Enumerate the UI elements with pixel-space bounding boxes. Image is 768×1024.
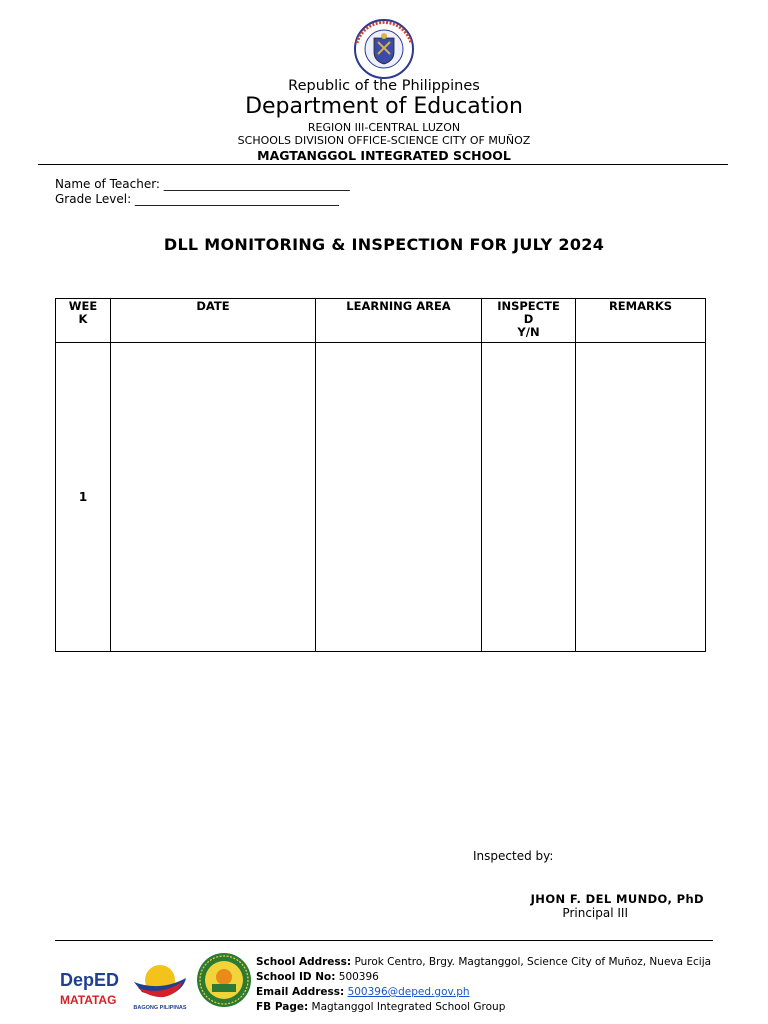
date-cell[interactable] [111, 343, 316, 652]
table-header-row [56, 299, 706, 343]
school-id-value: 500396 [338, 971, 379, 983]
matatag-logo-text: MATATAG [60, 993, 117, 1007]
school-address-line [256, 955, 711, 970]
date-header-label: DATE [196, 299, 230, 313]
fb-page-label: FB Page: [256, 1001, 309, 1013]
inspected-header-label: INSPECTE D Y/N [497, 299, 560, 339]
column-header-date [111, 299, 316, 343]
header-divider [38, 164, 728, 165]
school-heading: MAGTANGGOL INTEGRATED SCHOOL [257, 148, 511, 163]
week-cell: 1 [56, 343, 111, 652]
monitoring-table [55, 298, 706, 652]
school-id-line [256, 970, 711, 985]
deped-matatag-logo [58, 962, 124, 1010]
remarks-cell[interactable] [576, 343, 706, 652]
signer-name: JHON F. DEL MUNDO, PhD [530, 892, 704, 906]
region-heading: REGION III-CENTRAL LUZON [307, 121, 461, 134]
republic-heading: Republic of the Philippines [288, 78, 480, 94]
column-header-learning-area [316, 299, 482, 343]
week-header-label: WEE K [68, 299, 98, 326]
learning-area-cell[interactable] [316, 343, 482, 652]
school-id-label: School ID No: [256, 971, 336, 983]
remarks-header-label: REMARKS [608, 299, 673, 313]
deped-logo-text: DepED [60, 970, 120, 990]
table-row [56, 343, 706, 652]
document-title: DLL MONITORING & INSPECTION FOR JULY 2024 [163, 235, 605, 254]
school-contact-info [256, 955, 711, 1015]
address-label: School Address: [256, 956, 352, 968]
email-line [256, 985, 711, 1000]
grade-level-field[interactable]: Grade Level: __________________________________ [55, 192, 339, 206]
learning-area-header-label: LEARNING AREA [346, 299, 451, 313]
email-link[interactable]: 500396@deped.gov.ph [347, 986, 470, 998]
inspected-cell[interactable] [482, 343, 576, 652]
signer-position: Principal III [562, 906, 628, 920]
teacher-name-field[interactable]: Name of Teacher: _______________________________ [55, 177, 350, 191]
school-seal-logo [196, 950, 252, 1010]
bagong-pilipinas-text: BAGONG PILIPINAS [133, 1005, 187, 1011]
column-header-remarks [576, 299, 706, 343]
column-header-inspected [482, 299, 576, 343]
division-heading: SCHOOLS DIVISION OFFICE-SCIENCE CITY OF MUÑOZ [237, 134, 531, 147]
email-label: Email Address: [256, 986, 345, 998]
fb-page-line [256, 1000, 711, 1015]
fb-page-value: Magtanggol Integrated School Group [311, 1001, 506, 1013]
footer-divider [55, 940, 713, 941]
inspected-by-label: Inspected by: [473, 849, 554, 863]
bagong-pilipinas-logo [128, 958, 192, 1012]
department-heading: Department of Education [245, 94, 523, 119]
deped-seal-logo [348, 18, 420, 80]
column-header-week [56, 299, 111, 343]
address-value: Purok Centro, Brgy. Magtanggol, Science City of Muñoz, Nueva Ecija [354, 956, 712, 968]
